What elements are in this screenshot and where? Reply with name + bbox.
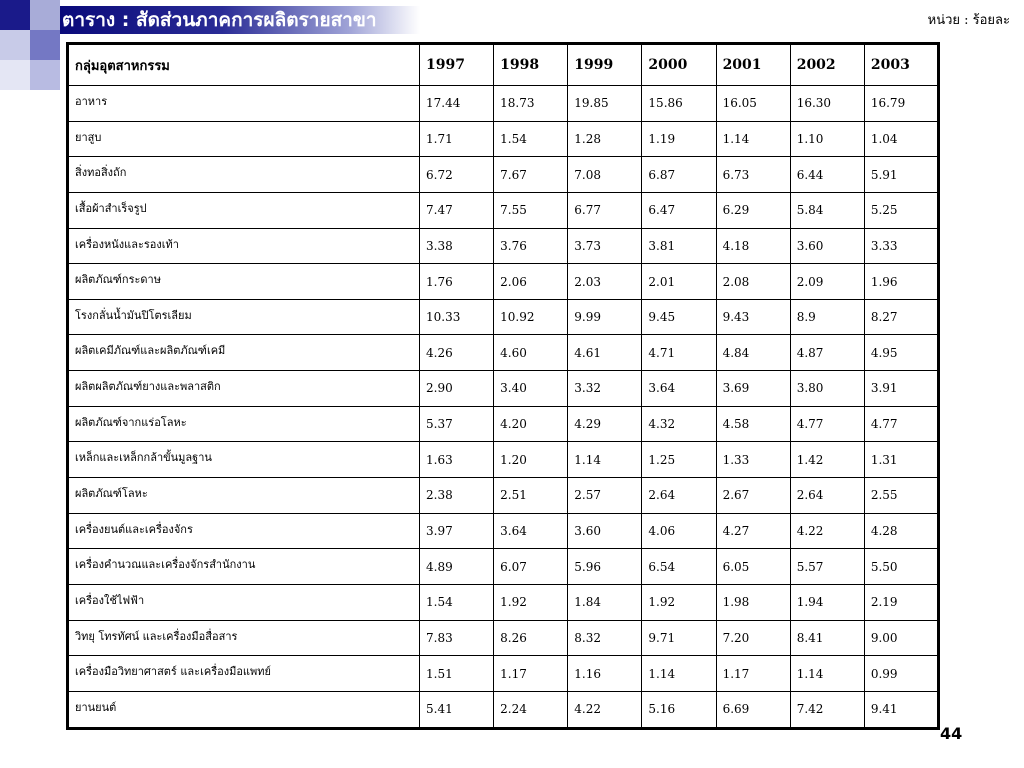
value-cell: 3.76 xyxy=(494,228,568,264)
column-header-year: 2002 xyxy=(790,44,864,86)
value-cell: 7.20 xyxy=(716,620,790,656)
value-cell: 3.40 xyxy=(494,371,568,407)
value-cell: 19.85 xyxy=(568,86,642,122)
decor-square-mid xyxy=(30,30,60,60)
value-cell: 5.57 xyxy=(790,549,864,585)
industry-name-cell: อาหาร xyxy=(68,86,420,122)
value-cell: 5.96 xyxy=(568,549,642,585)
value-cell: 7.67 xyxy=(494,157,568,193)
value-cell: 2.64 xyxy=(642,478,716,514)
value-cell: 4.27 xyxy=(716,513,790,549)
value-cell: 8.32 xyxy=(568,620,642,656)
value-cell: 1.63 xyxy=(420,442,494,478)
value-cell: 5.91 xyxy=(864,157,938,193)
value-cell: 7.55 xyxy=(494,192,568,228)
value-cell: 3.60 xyxy=(790,228,864,264)
table-row xyxy=(68,478,939,514)
value-cell: 15.86 xyxy=(642,86,716,122)
decor-square-dark xyxy=(0,0,30,30)
value-cell: 9.41 xyxy=(864,691,938,728)
value-cell: 5.16 xyxy=(642,691,716,728)
value-cell: 1.42 xyxy=(790,442,864,478)
value-cell: 4.22 xyxy=(790,513,864,549)
table-header-row xyxy=(68,44,939,86)
value-cell: 16.05 xyxy=(716,86,790,122)
value-cell: 1.76 xyxy=(420,264,494,300)
value-cell: 3.73 xyxy=(568,228,642,264)
value-cell: 6.73 xyxy=(716,157,790,193)
table-row xyxy=(68,549,939,585)
industry-name-cell: ผลิตภัณฑ์จากแร่อโลหะ xyxy=(68,406,420,442)
value-cell: 1.16 xyxy=(568,656,642,692)
value-cell: 1.54 xyxy=(494,121,568,157)
value-cell: 3.81 xyxy=(642,228,716,264)
value-cell: 6.54 xyxy=(642,549,716,585)
industry-name-cell: เครื่องยนต์และเครื่องจักร xyxy=(68,513,420,549)
value-cell: 4.29 xyxy=(568,406,642,442)
value-cell: 5.84 xyxy=(790,192,864,228)
value-cell: 1.17 xyxy=(716,656,790,692)
value-cell: 1.14 xyxy=(790,656,864,692)
value-cell: 1.31 xyxy=(864,442,938,478)
value-cell: 4.06 xyxy=(642,513,716,549)
value-cell: 1.92 xyxy=(494,584,568,620)
value-cell: 5.50 xyxy=(864,549,938,585)
table-row xyxy=(68,264,939,300)
column-header-year: 1997 xyxy=(420,44,494,86)
value-cell: 1.84 xyxy=(568,584,642,620)
value-cell: 1.14 xyxy=(716,121,790,157)
decor-square-pale xyxy=(0,30,30,60)
value-cell: 2.90 xyxy=(420,371,494,407)
value-cell: 9.71 xyxy=(642,620,716,656)
value-cell: 4.84 xyxy=(716,335,790,371)
value-cell: 4.28 xyxy=(864,513,938,549)
column-header-year: 2003 xyxy=(864,44,938,86)
value-cell: 6.72 xyxy=(420,157,494,193)
table-row xyxy=(68,371,939,407)
value-cell: 3.60 xyxy=(568,513,642,549)
value-cell: 0.99 xyxy=(864,656,938,692)
value-cell: 1.17 xyxy=(494,656,568,692)
industry-name-cell: วิทยุ โทรทัศน์ และเครื่องมือสื่อสาร xyxy=(68,620,420,656)
table-row xyxy=(68,192,939,228)
column-header-year: 2000 xyxy=(642,44,716,86)
value-cell: 6.29 xyxy=(716,192,790,228)
value-cell: 17.44 xyxy=(420,86,494,122)
value-cell: 1.10 xyxy=(790,121,864,157)
value-cell: 4.20 xyxy=(494,406,568,442)
value-cell: 6.77 xyxy=(568,192,642,228)
value-cell: 9.45 xyxy=(642,299,716,335)
industry-name-cell: เครื่องหนังและรองเท้า xyxy=(68,228,420,264)
value-cell: 2.06 xyxy=(494,264,568,300)
value-cell: 1.14 xyxy=(568,442,642,478)
value-cell: 5.41 xyxy=(420,691,494,728)
industry-name-cell: เหล็กและเหล็กกล้าขั้นมูลฐาน xyxy=(68,442,420,478)
table-row xyxy=(68,228,939,264)
value-cell: 1.14 xyxy=(642,656,716,692)
value-cell: 8.27 xyxy=(864,299,938,335)
value-cell: 4.26 xyxy=(420,335,494,371)
value-cell: 2.08 xyxy=(716,264,790,300)
value-cell: 4.77 xyxy=(864,406,938,442)
industry-name-cell: เครื่องมือวิทยาศาสตร์ และเครื่องมือแพทย์ xyxy=(68,656,420,692)
table-row xyxy=(68,157,939,193)
industry-name-cell: สิ่งทอสิ่งถัก xyxy=(68,157,420,193)
table-row xyxy=(68,620,939,656)
value-cell: 6.69 xyxy=(716,691,790,728)
value-cell: 2.09 xyxy=(790,264,864,300)
value-cell: 4.95 xyxy=(864,335,938,371)
value-cell: 1.20 xyxy=(494,442,568,478)
value-cell: 3.64 xyxy=(494,513,568,549)
value-cell: 8.9 xyxy=(790,299,864,335)
value-cell: 2.57 xyxy=(568,478,642,514)
value-cell: 4.77 xyxy=(790,406,864,442)
value-cell: 1.54 xyxy=(420,584,494,620)
value-cell: 8.26 xyxy=(494,620,568,656)
value-cell: 3.38 xyxy=(420,228,494,264)
value-cell: 2.38 xyxy=(420,478,494,514)
value-cell: 16.79 xyxy=(864,86,938,122)
industry-name-cell: ผลิตเคมีภัณฑ์และผลิตภัณฑ์เคมี xyxy=(68,335,420,371)
value-cell: 2.51 xyxy=(494,478,568,514)
value-cell: 1.98 xyxy=(716,584,790,620)
value-cell: 6.44 xyxy=(790,157,864,193)
value-cell: 4.89 xyxy=(420,549,494,585)
value-cell: 1.94 xyxy=(790,584,864,620)
decor-square-light xyxy=(30,0,60,30)
value-cell: 3.80 xyxy=(790,371,864,407)
value-cell: 16.30 xyxy=(790,86,864,122)
value-cell: 6.47 xyxy=(642,192,716,228)
value-cell: 1.28 xyxy=(568,121,642,157)
value-cell: 7.42 xyxy=(790,691,864,728)
table-row xyxy=(68,513,939,549)
value-cell: 7.08 xyxy=(568,157,642,193)
decor-square-faint xyxy=(0,60,30,90)
value-cell: 9.43 xyxy=(716,299,790,335)
industry-name-cell: โรงกลั่นน้ำมันปิโตรเลียม xyxy=(68,299,420,335)
value-cell: 2.24 xyxy=(494,691,568,728)
value-cell: 8.41 xyxy=(790,620,864,656)
value-cell: 7.47 xyxy=(420,192,494,228)
value-cell: 3.97 xyxy=(420,513,494,549)
value-cell: 5.37 xyxy=(420,406,494,442)
data-table-container xyxy=(66,42,940,730)
value-cell: 4.32 xyxy=(642,406,716,442)
value-cell: 3.32 xyxy=(568,371,642,407)
value-cell: 3.69 xyxy=(716,371,790,407)
value-cell: 4.71 xyxy=(642,335,716,371)
table-row xyxy=(68,584,939,620)
value-cell: 1.33 xyxy=(716,442,790,478)
industry-name-cell: เสื้อผ้าสำเร็จรูป xyxy=(68,192,420,228)
data-table xyxy=(66,42,940,730)
value-cell: 1.92 xyxy=(642,584,716,620)
value-cell: 4.87 xyxy=(790,335,864,371)
slide-title: ตาราง : สัดส่วนภาคการผลิตรายสาขา xyxy=(62,9,377,31)
value-cell: 1.19 xyxy=(642,121,716,157)
industry-name-cell: ผลิตผลิตภัณฑ์ยางและพลาสติก xyxy=(68,371,420,407)
value-cell: 6.87 xyxy=(642,157,716,193)
value-cell: 1.96 xyxy=(864,264,938,300)
value-cell: 2.19 xyxy=(864,584,938,620)
value-cell: 9.99 xyxy=(568,299,642,335)
column-header-year: 1999 xyxy=(568,44,642,86)
value-cell: 3.33 xyxy=(864,228,938,264)
value-cell: 5.25 xyxy=(864,192,938,228)
value-cell: 4.22 xyxy=(568,691,642,728)
value-cell: 7.83 xyxy=(420,620,494,656)
value-cell: 2.64 xyxy=(790,478,864,514)
value-cell: 4.60 xyxy=(494,335,568,371)
value-cell: 6.05 xyxy=(716,549,790,585)
page-number: 44 xyxy=(940,724,963,743)
industry-name-cell: ยานยนต์ xyxy=(68,691,420,728)
value-cell: 4.58 xyxy=(716,406,790,442)
industry-name-cell: เครื่องใช้ไฟฟ้า xyxy=(68,584,420,620)
industry-name-cell: ผลิตภัณฑ์โลหะ xyxy=(68,478,420,514)
column-header-year: 1998 xyxy=(494,44,568,86)
column-header-industry: กลุ่มอุตสาหกรรม xyxy=(68,44,420,86)
value-cell: 6.07 xyxy=(494,549,568,585)
table-row xyxy=(68,299,939,335)
value-cell: 3.64 xyxy=(642,371,716,407)
table-row xyxy=(68,406,939,442)
value-cell: 10.92 xyxy=(494,299,568,335)
value-cell: 4.18 xyxy=(716,228,790,264)
value-cell: 4.61 xyxy=(568,335,642,371)
table-row xyxy=(68,656,939,692)
value-cell: 3.91 xyxy=(864,371,938,407)
value-cell: 2.67 xyxy=(716,478,790,514)
unit-label: หน่วย : ร้อยละ xyxy=(927,13,1010,28)
industry-name-cell: เครื่องคำนวณและเครื่องจักรสำนักงาน xyxy=(68,549,420,585)
value-cell: 1.71 xyxy=(420,121,494,157)
value-cell: 1.04 xyxy=(864,121,938,157)
value-cell: 2.55 xyxy=(864,478,938,514)
value-cell: 1.51 xyxy=(420,656,494,692)
value-cell: 2.01 xyxy=(642,264,716,300)
value-cell: 10.33 xyxy=(420,299,494,335)
table-row xyxy=(68,86,939,122)
value-cell: 1.25 xyxy=(642,442,716,478)
table-body xyxy=(68,86,939,729)
value-cell: 9.00 xyxy=(864,620,938,656)
industry-name-cell: ผลิตภัณฑ์กระดาษ xyxy=(68,264,420,300)
table-row xyxy=(68,121,939,157)
decor-square-soft xyxy=(30,60,60,90)
table-row xyxy=(68,442,939,478)
column-header-year: 2001 xyxy=(716,44,790,86)
value-cell: 18.73 xyxy=(494,86,568,122)
value-cell: 2.03 xyxy=(568,264,642,300)
industry-name-cell: ยาสูบ xyxy=(68,121,420,157)
table-row xyxy=(68,691,939,728)
table-row xyxy=(68,335,939,371)
